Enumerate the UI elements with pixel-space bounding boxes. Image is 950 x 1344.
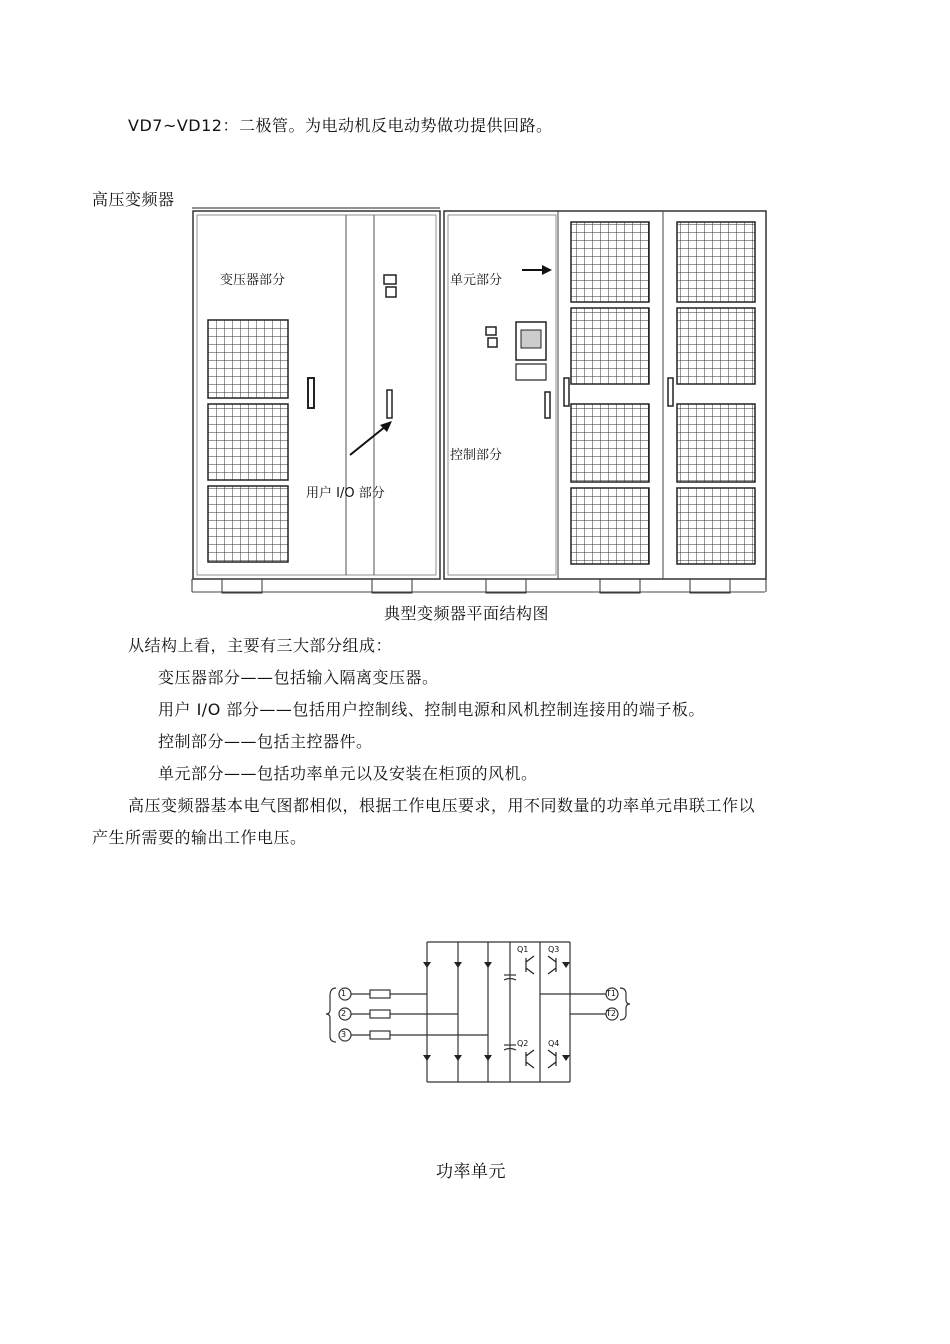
figure1-caption: 典型变频器平面结构图 <box>384 604 550 623</box>
list-item: 变压器部分——包括输入隔离变压器。 <box>158 668 439 687</box>
figure2-caption: 功率单元 <box>436 1162 506 1182</box>
switch-label: Q3 <box>548 945 560 954</box>
terminal-in-label: 2 <box>341 1009 347 1018</box>
terminal-out-label: T1 <box>606 989 616 998</box>
paragraph-line-2: 产生所需要的输出工作电压。 <box>92 828 307 847</box>
vd-description-line: VD7~VD12：二极管。为电动机反电动势做功提供回路。 <box>128 116 553 135</box>
label-user-io-part: 用户 I/O 部分 <box>306 486 385 501</box>
switch-label: Q1 <box>517 945 529 954</box>
paragraph-line-1: 高压变频器基本电气图都相似，根据工作电压要求，用不同数量的功率单元串联工作以 <box>128 796 756 815</box>
section-title: 高压变频器 <box>92 190 175 209</box>
list-item: 用户 I/O 部分——包括用户控制线、控制电源和风机控制连接用的端子板。 <box>158 700 705 719</box>
list-item: 控制部分——包括主控器件。 <box>158 732 373 751</box>
label-unit-part: 单元部分 <box>450 273 503 288</box>
terminal-out-label: T2 <box>606 1009 616 1018</box>
label-transformer-part: 变压器部分 <box>220 273 286 288</box>
switch-label: Q2 <box>517 1039 529 1048</box>
label-control-part: 控制部分 <box>450 448 503 463</box>
list-item: 单元部分——包括功率单元以及安装在柜顶的风机。 <box>158 764 538 783</box>
intro-line: 从结构上看，主要有三大部分组成： <box>128 636 393 655</box>
switch-label: Q4 <box>548 1039 560 1048</box>
terminal-in-label: 1 <box>341 989 347 998</box>
terminal-in-label: 3 <box>341 1030 347 1039</box>
